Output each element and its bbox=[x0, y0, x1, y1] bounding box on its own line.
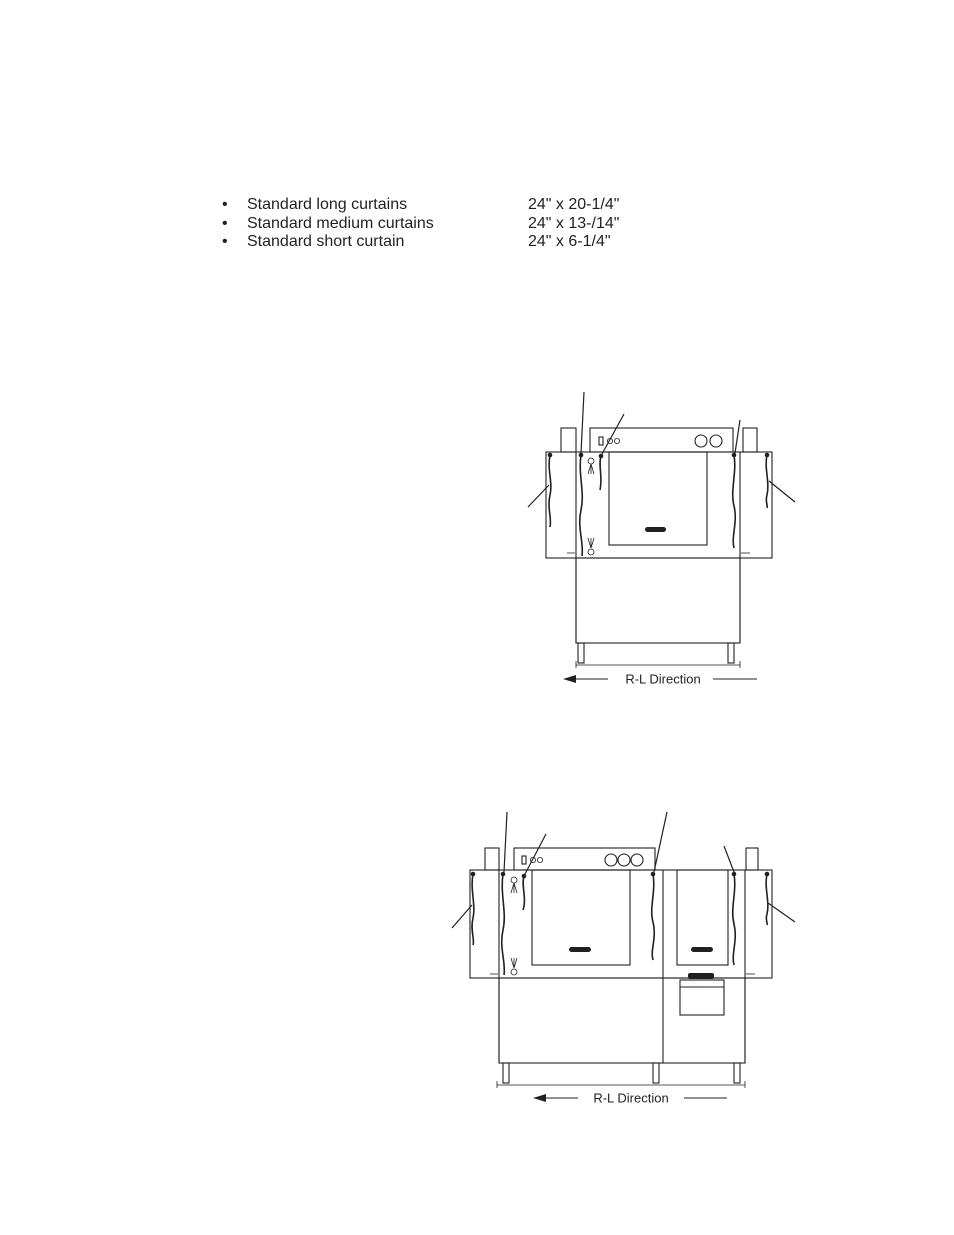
leg bbox=[578, 643, 584, 663]
power-switch-icon bbox=[599, 437, 603, 445]
leader-line bbox=[654, 812, 667, 872]
direction-label: R-L Direction bbox=[625, 671, 701, 687]
direction-indicator bbox=[533, 1091, 727, 1106]
strainer-basket bbox=[680, 980, 724, 1015]
bullet: • bbox=[222, 214, 228, 232]
curtain-long bbox=[733, 874, 736, 965]
curtain-long bbox=[733, 455, 736, 548]
control-panel bbox=[590, 428, 733, 452]
curtain-size: 24" x 13-/14" bbox=[528, 214, 620, 232]
direction-label: R-L Direction bbox=[593, 1090, 669, 1106]
curtain-hook-dot bbox=[765, 453, 770, 458]
indicator-light-icon bbox=[614, 438, 619, 443]
curtain-left-extension bbox=[472, 874, 474, 945]
gauge-icon bbox=[710, 435, 722, 447]
curtain-size: 24" x 20-1/4" bbox=[528, 196, 620, 213]
vent-stack-right bbox=[746, 848, 758, 870]
leg bbox=[503, 1063, 509, 1083]
curtain-type: Standard short curtain bbox=[247, 233, 405, 250]
curtains bbox=[548, 453, 770, 556]
arrow-left-icon bbox=[563, 675, 576, 683]
curtain-medium bbox=[652, 874, 655, 960]
leader-line bbox=[602, 414, 624, 454]
curtain-right-extension bbox=[766, 455, 768, 508]
door-handle bbox=[569, 947, 591, 952]
leader-line bbox=[724, 846, 734, 872]
curtain-hook-dot bbox=[732, 872, 737, 877]
bullet: • bbox=[222, 233, 228, 250]
bullet: • bbox=[222, 196, 228, 213]
arrow-left-icon bbox=[533, 1094, 546, 1102]
sprayer-icon bbox=[511, 877, 517, 893]
lower-cabinet bbox=[576, 558, 740, 643]
curtain-hook-dot bbox=[501, 872, 506, 877]
curtain-left-extension bbox=[549, 455, 551, 527]
sprayer-icon bbox=[588, 538, 594, 555]
leader-line bbox=[504, 812, 507, 872]
curtain-hook-dot bbox=[732, 453, 737, 458]
door-handle bbox=[645, 527, 666, 532]
indicator-light-icon bbox=[537, 857, 542, 862]
gauge-icon bbox=[605, 854, 617, 866]
machine-body bbox=[470, 848, 772, 1088]
curtain-short bbox=[523, 876, 524, 910]
curtain-size: 24" x 6-1/4" bbox=[528, 233, 611, 250]
curtain-hook-dot bbox=[765, 872, 770, 877]
sprayer-icons bbox=[511, 877, 517, 975]
curtain-hook-dot bbox=[599, 454, 604, 459]
direction-indicator bbox=[563, 672, 757, 687]
gauge-icon bbox=[618, 854, 630, 866]
curtain-right-extension bbox=[766, 874, 768, 925]
lower-cabinet bbox=[499, 978, 745, 1063]
dishwasher-diagram-top bbox=[528, 392, 795, 687]
curtain-long bbox=[502, 874, 505, 975]
curtain-short bbox=[600, 456, 601, 490]
leader-line bbox=[525, 834, 546, 874]
leg bbox=[734, 1063, 740, 1083]
leader-lines bbox=[528, 392, 795, 507]
basket-handle bbox=[688, 973, 714, 979]
curtain-type: Standard long curtains bbox=[247, 196, 408, 213]
curtain-hook-dot bbox=[471, 872, 476, 877]
power-switch-icon bbox=[522, 856, 526, 864]
leg bbox=[728, 643, 734, 663]
gauge-icon bbox=[631, 854, 643, 866]
sprayer-icon bbox=[588, 458, 594, 474]
leader-line bbox=[735, 420, 740, 453]
leader-line bbox=[581, 392, 584, 453]
curtain-hook-dot bbox=[579, 453, 584, 458]
vent-stack-right bbox=[743, 428, 757, 452]
curtain-long bbox=[580, 455, 583, 556]
sprayer-icon bbox=[511, 958, 517, 975]
vent-stack-left bbox=[485, 848, 499, 870]
curtain-hook-dot bbox=[522, 874, 527, 879]
leg bbox=[653, 1063, 659, 1083]
leader-line bbox=[452, 905, 472, 928]
dishwasher-diagram-bottom bbox=[452, 812, 795, 1106]
door-handle bbox=[691, 947, 713, 952]
gauge-icon bbox=[695, 435, 707, 447]
leader-line bbox=[769, 481, 795, 502]
curtain-hook-dot bbox=[651, 872, 656, 877]
vent-stack-left bbox=[561, 428, 576, 452]
sprayer-icons bbox=[588, 458, 594, 555]
curtain-hook-dot bbox=[548, 453, 553, 458]
curtain-type: Standard medium curtains bbox=[247, 214, 434, 232]
